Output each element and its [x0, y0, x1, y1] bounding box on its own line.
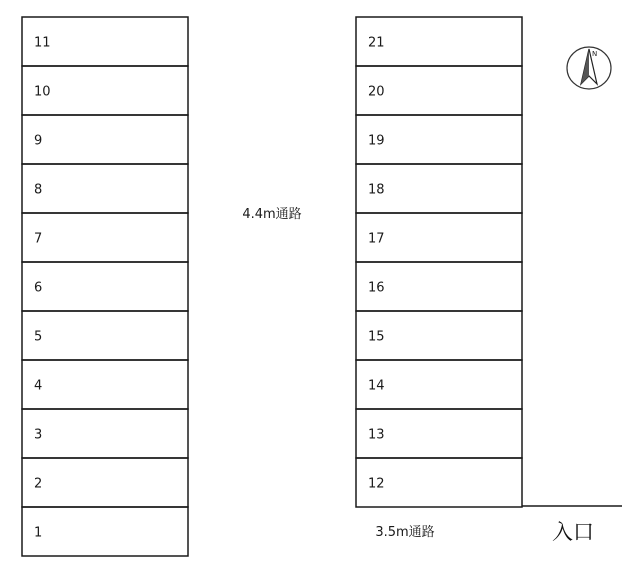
left-space-5: [22, 311, 188, 360]
north-compass-icon: [567, 47, 611, 89]
parking-space-number: 18: [368, 182, 385, 198]
parking-space-outline: [22, 360, 188, 409]
left-space-1: [22, 507, 188, 556]
left-space-2: [22, 458, 188, 507]
parking-space-outline: [22, 213, 188, 262]
left-space-6: [22, 262, 188, 311]
right-space-19: [356, 115, 522, 164]
main-aisle-label: 4.4m通路: [242, 207, 302, 222]
left-space-4: [22, 360, 188, 409]
compass-north-letter: N: [592, 50, 598, 58]
parking-space-number: 12: [368, 476, 385, 492]
right-space-17: [356, 213, 522, 262]
parking-space-number: 8: [34, 182, 43, 198]
right-space-21: [356, 17, 522, 66]
parking-space-number: 9: [34, 133, 43, 149]
parking-space-outline: [22, 262, 188, 311]
left-parking-block: [22, 17, 188, 556]
parking-space-outline: [22, 164, 188, 213]
bottom-aisle-label: 3.5m通路: [375, 525, 435, 540]
parking-space-outline: [22, 115, 188, 164]
right-space-14: [356, 360, 522, 409]
parking-space-number: 20: [368, 84, 385, 100]
right-space-16: [356, 262, 522, 311]
left-space-3: [22, 409, 188, 458]
left-space-10: [22, 66, 188, 115]
parking-space-number: 19: [368, 133, 385, 149]
parking-space-number: 11: [34, 35, 51, 51]
right-space-20: [356, 66, 522, 115]
right-space-12: [356, 458, 522, 507]
parking-space-number: 3: [34, 427, 43, 443]
parking-space-number: 13: [368, 427, 385, 443]
parking-space-number: 15: [368, 329, 385, 345]
right-space-15: [356, 311, 522, 360]
parking-space-number: 16: [368, 280, 385, 296]
right-parking-block: [356, 17, 522, 507]
parking-space-number: 21: [368, 35, 385, 51]
parking-space-number: 14: [368, 378, 385, 394]
entrance-label: 入口: [552, 520, 594, 544]
parking-space-number: 1: [34, 525, 43, 541]
left-space-8: [22, 164, 188, 213]
parking-space-number: 4: [34, 378, 43, 394]
left-space-9: [22, 115, 188, 164]
parking-space-number: 17: [368, 231, 385, 247]
parking-space-outline: [22, 409, 188, 458]
left-space-7: [22, 213, 188, 262]
left-space-11: [22, 17, 188, 66]
parking-space-number: 5: [34, 329, 43, 345]
parking-space-number: 2: [34, 476, 43, 492]
parking-space-number: 10: [34, 84, 51, 100]
right-space-13: [356, 409, 522, 458]
parking-space-number: 7: [34, 231, 43, 247]
parking-space-outline: [22, 458, 188, 507]
parking-space-outline: [22, 507, 188, 556]
parking-space-outline: [22, 311, 188, 360]
right-space-18: [356, 164, 522, 213]
parking-space-number: 6: [34, 280, 43, 296]
